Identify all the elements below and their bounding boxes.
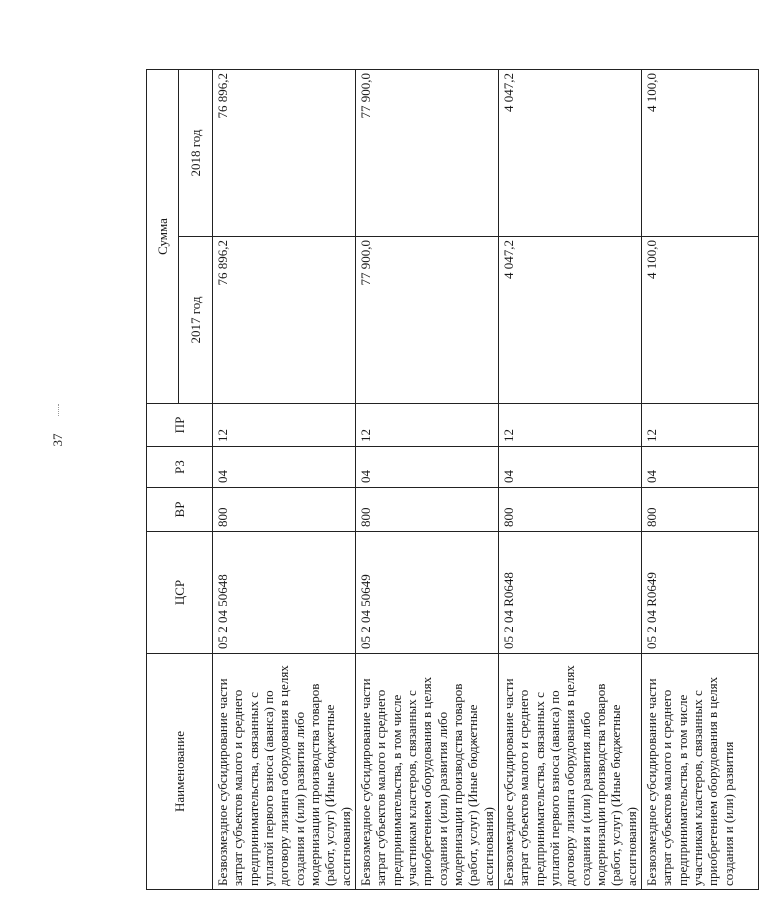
scan-artifact	[58, 404, 60, 416]
header-vr: ВР	[147, 488, 213, 532]
page-number: 37	[50, 433, 65, 447]
row-sum-2017: 4 100,0	[641, 237, 758, 404]
header-2017: 2017 год	[179, 237, 213, 404]
row-sum-2017: 4 047,2	[498, 237, 641, 404]
header-csr: ЦСР	[147, 532, 213, 654]
table-row	[498, 70, 641, 890]
row-pr: 12	[641, 404, 758, 447]
rotated-landscape-content	[146, 70, 736, 890]
row-pr: 12	[498, 404, 641, 447]
table-row	[355, 70, 498, 890]
row-vr: 800	[641, 488, 758, 532]
row-name: Безвозмездное субсидирование части затрат субъектов малого и среднего предпринимательства, в том числе участникам кластеров, связанных с приобретением оборудования в целях создания и (или) развития	[641, 654, 758, 890]
row-csr: 05 2 04 R0649	[641, 532, 758, 654]
row-rz: 04	[355, 447, 498, 488]
row-sum-2017: 76 896,2	[213, 237, 356, 404]
row-name: Безвозмездное субсидирование части затрат субъектов малого и среднего предпринимательства, связанных с уплатой первого взноса (аванса) по договору лизинга оборудования в целях создания и (или) развития либо модернизации производства товаров (работ, услуг) (Иные бюджетные ассигнования)	[498, 654, 641, 890]
table-container	[146, 70, 736, 890]
header-pr: ПР	[147, 404, 213, 447]
row-rz: 04	[498, 447, 641, 488]
row-name: Безвозмездное субсидирование части затрат субъектов малого и среднего предпринимательства, связанных с уплатой первого взноса (аванса) по договору лизинга оборудования в целях создания и (или) развития либо модернизации производства товаров (работ, услуг) (Иные бюджетные ассигнования)	[213, 654, 356, 890]
row-sum-2018: 4 047,2	[498, 70, 641, 237]
row-name: Безвозмездное субсидирование части затрат субъектов малого и среднего предпринимательства, в том числе участникам кластеров, связанных с приобретением оборудования в целях создания и (или) развития либо модернизации производства товаров (работ, услуг) (Иные бюджетные ассигнования)	[355, 654, 498, 890]
header-name: Наименование	[147, 654, 213, 890]
row-rz: 04	[641, 447, 758, 488]
row-rz: 04	[213, 447, 356, 488]
row-sum-2018: 76 896,2	[213, 70, 356, 237]
row-vr: 800	[355, 488, 498, 532]
row-sum-2018: 77 900,0	[355, 70, 498, 237]
row-sum-2017: 77 900,0	[355, 237, 498, 404]
row-csr: 05 2 04 50648	[213, 532, 356, 654]
row-pr: 12	[355, 404, 498, 447]
table-row	[213, 70, 356, 890]
row-pr: 12	[213, 404, 356, 447]
row-vr: 800	[498, 488, 641, 532]
row-csr: 05 2 04 50649	[355, 532, 498, 654]
row-csr: 05 2 04 R0648	[498, 532, 641, 654]
budget-table	[146, 69, 759, 890]
header-2018: 2018 год	[179, 70, 213, 237]
row-vr: 800	[213, 488, 356, 532]
header-rz: РЗ	[147, 447, 213, 488]
row-sum-2018: 4 100,0	[641, 70, 758, 237]
header-sum: Сумма	[147, 70, 179, 404]
header-row	[147, 70, 179, 890]
table-row	[641, 70, 758, 890]
